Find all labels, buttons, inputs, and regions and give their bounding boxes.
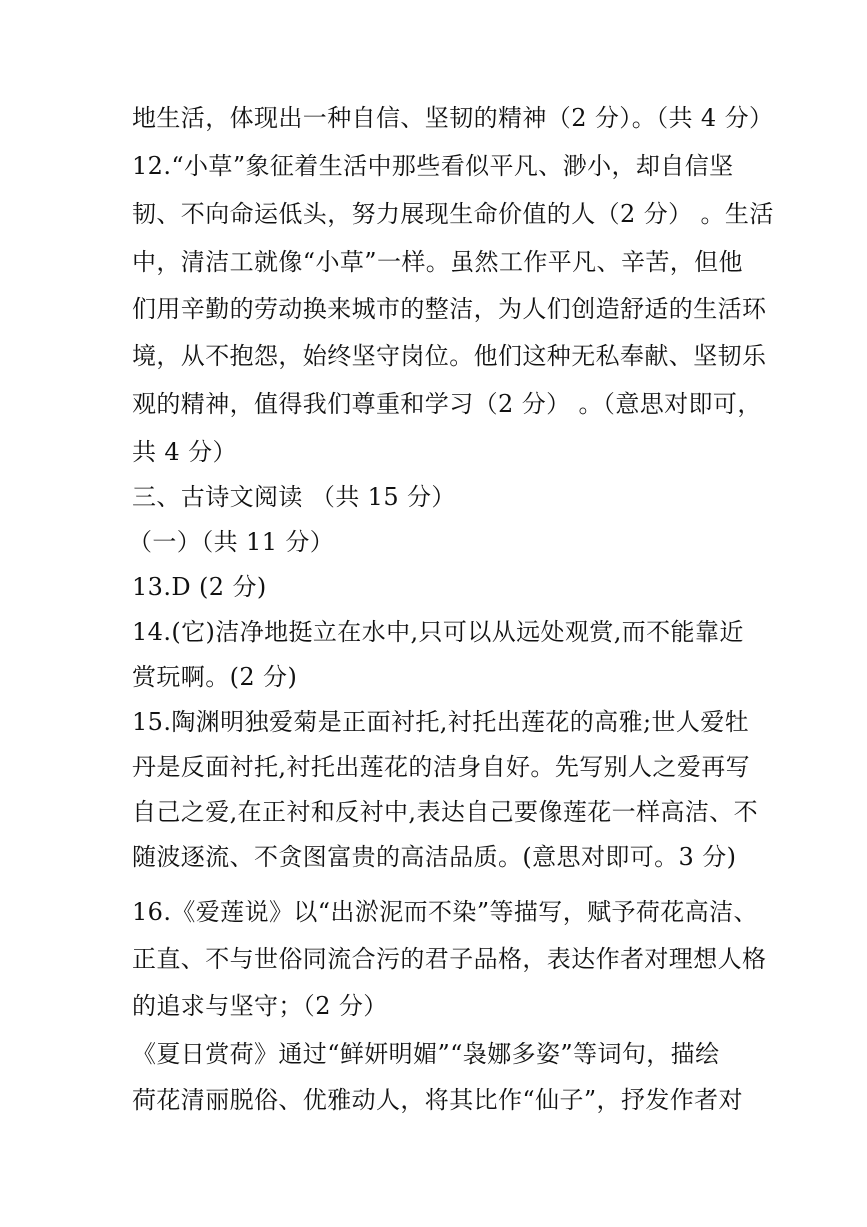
answer-line: 自己之爱,在正衬和反衬中,表达自己要像莲花一样高洁、不 xyxy=(132,798,759,826)
answer-line: 15.陶渊明独爱菊是正面衬托,衬托出莲花的高雅;世人爱牡 xyxy=(132,708,750,736)
answer-line: 共 4 分） xyxy=(132,438,237,466)
answer-line: 《夏日赏荷》通过“鲜妍明媚”“袅娜多姿”等词句，描绘 xyxy=(132,1040,720,1068)
answer-line: 韧、不向命运低头，努力展现生命价值的人（2 分） 。生活 xyxy=(132,200,774,228)
answer-line: 地生活，体现出一种自信、坚韧的精神（2 分）。（共 4 分） xyxy=(132,104,774,132)
answer-line: 正直、不与世俗同流合污的君子品格，表达作者对理想人格 xyxy=(132,945,767,973)
answer-line: 13.D (2 分) xyxy=(132,573,267,601)
answer-line: 12.“小草”象征着生活中那些看似平凡、渺小，却自信坚 xyxy=(132,152,734,180)
section-heading: 三、古诗文阅读 （共 15 分） xyxy=(132,483,456,511)
answer-line: 赏玩啊。(2 分) xyxy=(132,663,298,691)
answer-line: 们用辛勤的劳动换来城市的整洁，为人们创造舒适的生活环 xyxy=(132,295,767,323)
subsection-heading: （一）（共 11 分） xyxy=(128,528,335,556)
answer-line: 16.《爱莲说》以“出淤泥而不染”等描写，赋予荷花高洁、 xyxy=(132,898,758,926)
answer-line: 丹是反面衬托,衬托出莲花的洁身自好。先写别人之爱再写 xyxy=(132,753,751,781)
answer-line: 的追求与坚守；（2 分） xyxy=(132,992,388,1020)
answer-line: 随波逐流、不贪图富贵的高洁品质。(意思对即可。3 分) xyxy=(132,843,737,871)
answer-line: 境，从不抱怨，始终坚守岗位。他们这种无私奉献、坚韧乐 xyxy=(132,342,767,370)
answer-line: 中，清洁工就像“小草”一样。虽然工作平凡、辛苦，但他 xyxy=(132,248,743,276)
answer-line: 荷花清丽脱俗、优雅动人，将其比作“仙子”，抒发作者对 xyxy=(132,1086,743,1114)
answer-line: 14.(它)洁净地挺立在水中,只可以从远处观赏,而不能靠近 xyxy=(132,618,744,646)
answer-line: 观的精神，值得我们尊重和学习（2 分） 。（意思对即可， xyxy=(132,390,762,418)
